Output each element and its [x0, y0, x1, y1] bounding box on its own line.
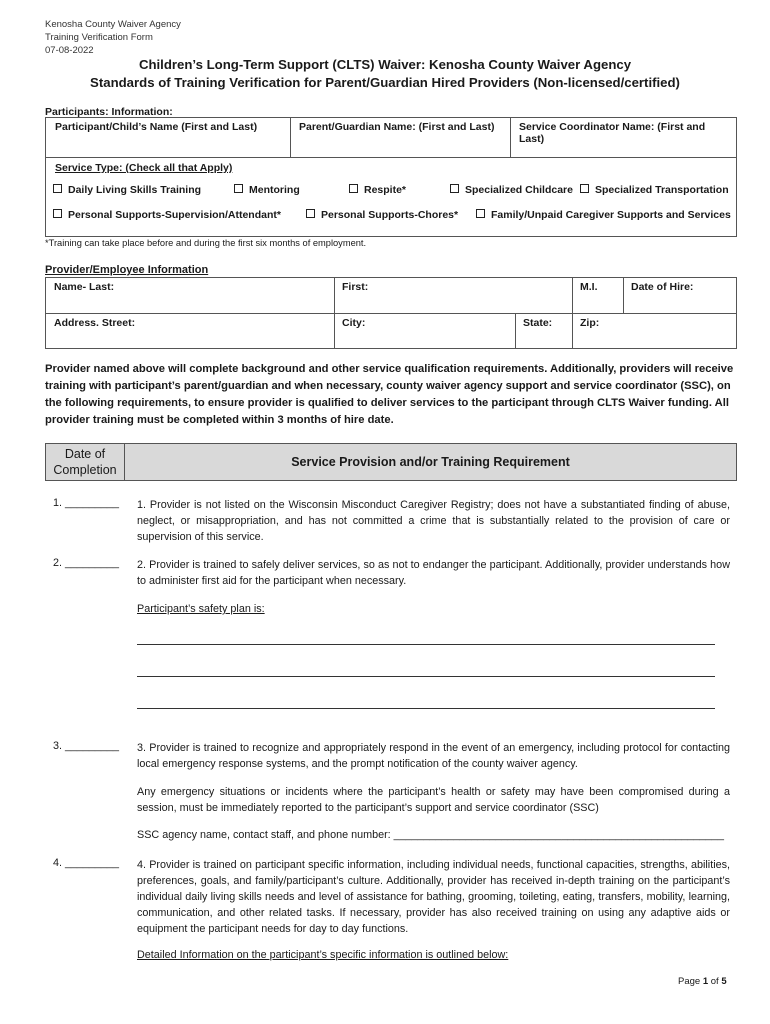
form-header	[45, 18, 181, 57]
provider-city-field[interactable]: City:	[342, 317, 366, 329]
provider-table	[45, 277, 737, 349]
checkbox-icon	[349, 184, 358, 193]
date-of-completion-header: Date of Completion	[53, 447, 117, 477]
checkbox-icon	[306, 209, 315, 218]
safety-plan-line-1[interactable]	[137, 644, 715, 645]
child-name-field[interactable]: Participant/Child’s Name (First and Last)	[55, 121, 258, 133]
checkbox-icon	[580, 184, 589, 193]
parent-name-field[interactable]: Parent/Guardian Name: (First and Last)	[299, 121, 495, 133]
service-type-label: Service Type: (Check all that Apply)	[55, 162, 233, 174]
provider-section-label: Provider/Employee Information	[45, 264, 209, 276]
agency-name: Kenosha County Waiver Agency	[45, 19, 181, 30]
checkbox-respite[interactable]: Respite*	[349, 184, 406, 196]
checkbox-icon	[53, 184, 62, 193]
participant-detail-label: Detailed Information on the participant’s specific information is outlined below:	[137, 949, 509, 961]
checkbox-icon	[234, 184, 243, 193]
requirement-1-date[interactable]: 1. _________	[53, 497, 120, 509]
provider-state-field[interactable]: State:	[523, 317, 553, 329]
requirement-3-date[interactable]: 3. _________	[53, 740, 120, 752]
safety-plan-label: Participant’s safety plan is:	[137, 603, 265, 615]
coordinator-name-field[interactable]: Service Coordinator Name: (First and Last)	[519, 121, 706, 145]
page-title: Children’s Long-Term Support (CLTS) Waiver: Kenosha County Waiver Agency	[138, 57, 632, 72]
ssc-contact-field[interactable]: SSC agency name, contact staff, and phone number: _______________________________________________________	[137, 829, 724, 841]
safety-plan-line-2[interactable]	[137, 676, 715, 677]
provider-mi-field[interactable]: M.I.	[580, 281, 598, 293]
safety-plan-line-3[interactable]	[137, 708, 715, 709]
requirement-4-date[interactable]: 4. _________	[53, 857, 120, 869]
service-requirement-header: Service Provision and/or Training Requirement	[291, 455, 570, 469]
provider-first-name-field[interactable]: First:	[342, 281, 369, 293]
provider-address-field[interactable]: Address. Street:	[54, 317, 136, 329]
requirement-1-text: 1. Provider is not listed on the Wisconsin Misconduct Caregiver Registry; does not have a substantiated finding of abuse, neglect, or misappropriation, and has not committed a crime that is substantially related to the provision of care or supervision of this service.	[137, 499, 730, 543]
checkbox-specialized-transportation[interactable]: Specialized Transportation	[580, 184, 729, 196]
checkbox-family-caregiver[interactable]: Family/Unpaid Caregiver Supports and Services	[476, 209, 731, 221]
form-name: Training Verification Form	[45, 32, 153, 43]
intro-paragraph: Provider named above will complete background and other service qualification requirements. Additionally, providers will receive training with participant’s parent/guardian and when necessary, county waiver agency support and service coordinator (SSC), on the following requirements, to ensure provider is qualified to deliver services to the participant through CLTS Waiver funding. All provider training must be completed within 3 months of hire date.	[45, 363, 734, 426]
provider-hire-date-field[interactable]: Date of Hire:	[631, 281, 694, 293]
participants-section-label: Participants: Information:	[45, 106, 173, 118]
provider-last-name-field[interactable]: Name- Last:	[54, 281, 115, 293]
checkbox-specialized-childcare[interactable]: Specialized Childcare	[450, 184, 573, 196]
requirement-2-date[interactable]: 2. _________	[53, 557, 120, 569]
requirements-table-header	[45, 443, 737, 481]
checkbox-icon	[476, 209, 485, 218]
requirement-4-text: 4. Provider is trained on participant specific information, including individual needs, functional capacities, strengths, abilities, preferences, goals, and family/participant’s culture. Additionally, provider has received in-depth training on the participant’s individual daily living skills needs and level of assistance for bathing, grooming, toileting, eating, transfers, mobility, learning, communication, and other related tasks. If necessary, provider has also received training on using any adaptive aids or equipment the participant needs for day to day functions.	[137, 859, 730, 935]
checkbox-icon	[53, 209, 62, 218]
checkbox-daily-living[interactable]: Daily Living Skills Training	[53, 184, 201, 196]
checkbox-personal-supports-chores[interactable]: Personal Supports-Chores*	[306, 209, 458, 221]
checkbox-icon	[450, 184, 459, 193]
training-footnote: *Training can take place before and during the first six months of employment.	[45, 238, 367, 248]
requirement-2-text: 2. Provider is trained to safely deliver services, so as not to endanger the participant. Additionally, provider understands how to administer first aid for the participant when necessary.	[137, 559, 730, 587]
checkbox-mentoring[interactable]: Mentoring	[234, 184, 300, 196]
page-subtitle: Standards of Training Verification for Parent/Guardian Hired Providers (Non-licensed/certified)	[90, 75, 680, 90]
checkbox-personal-supports-supervision[interactable]: Personal Supports-Supervision/Attendant*	[53, 209, 281, 221]
provider-zip-field[interactable]: Zip:	[580, 317, 600, 329]
page-number: Page 1 of 5	[678, 976, 727, 987]
requirement-3-text: 3. Provider is trained to recognize and appropriately respond in the event of an emergency, including protocol for contacting local emergency response systems, and the prompt notification of the county waiver agency.	[137, 742, 730, 770]
form-date: 07-08-2022	[45, 45, 94, 56]
requirement-3-emergency-text: Any emergency situations or incidents where the participant’s health or safety may have been compromised during a session, must be immediately reported to the participant’s support and service coordinator (SSC)	[137, 786, 730, 814]
